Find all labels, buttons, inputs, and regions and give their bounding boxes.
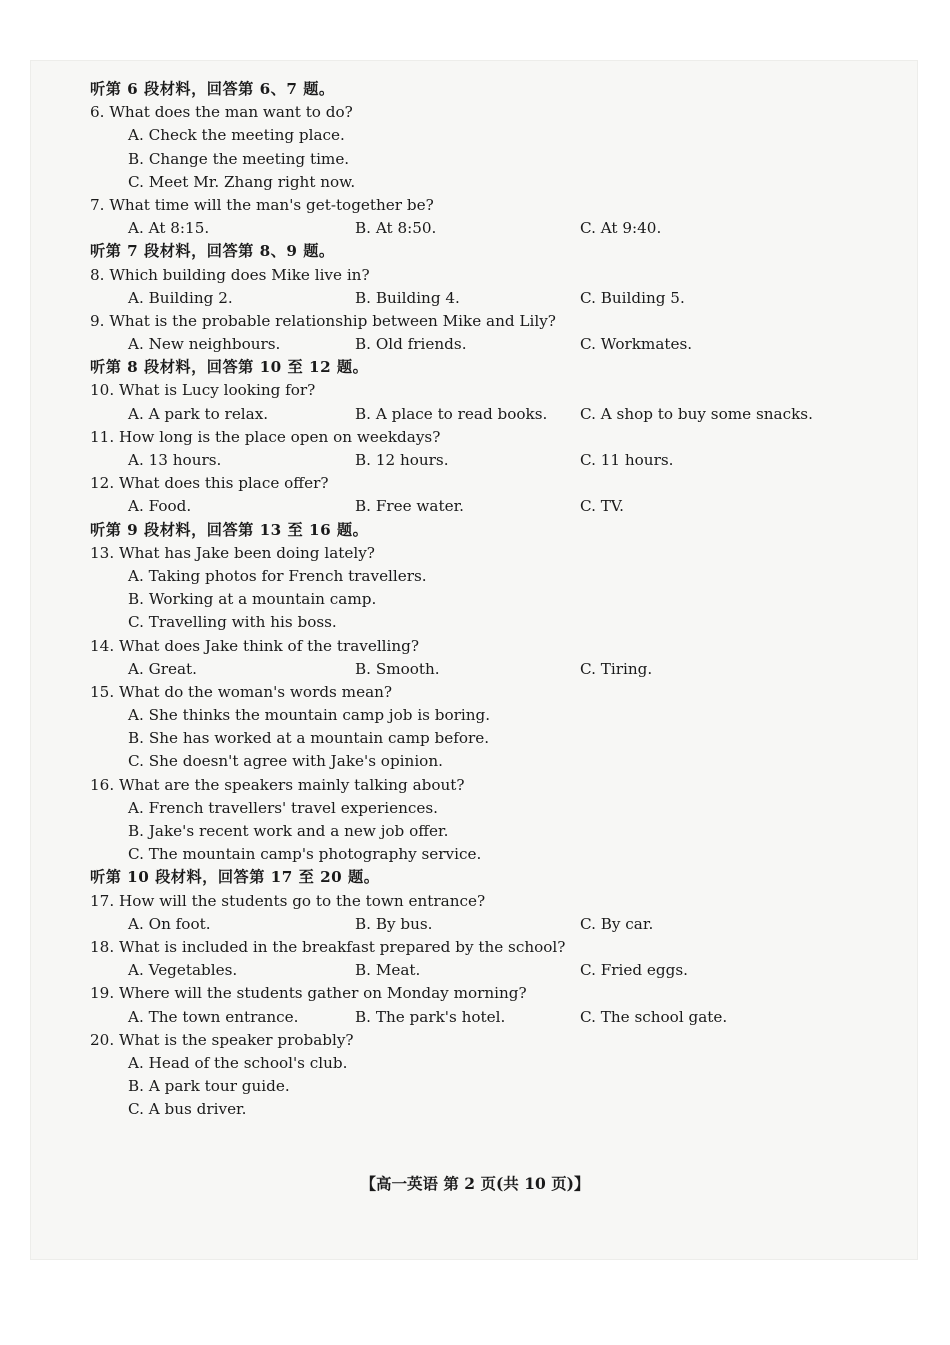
answer-option: A. Great. bbox=[128, 659, 197, 678]
question-stem: 17. How will the students go to the town entrance? bbox=[90, 891, 486, 910]
option-row bbox=[90, 217, 850, 240]
question-stem: 12. What does this place offer? bbox=[90, 474, 329, 493]
section-heading: 听第 7 段材料，回答第 8、9 题。 bbox=[90, 242, 335, 261]
section-heading: 听第 8 段材料，回答第 10 至 12 题。 bbox=[90, 358, 369, 377]
answer-option: B. Smooth. bbox=[355, 659, 440, 678]
answer-option: C. At 9:40. bbox=[580, 219, 662, 238]
question-stem: 9. What is the probable relationship between Mike and Lily? bbox=[90, 311, 556, 330]
question-stem: 15. What do the woman's words mean? bbox=[90, 682, 393, 701]
option-row bbox=[90, 148, 850, 171]
question-stem: 10. What is Lucy looking for? bbox=[90, 381, 316, 400]
answer-option: A. French travellers' travel experiences. bbox=[128, 798, 438, 817]
option-row bbox=[90, 611, 850, 634]
option-row bbox=[90, 959, 850, 982]
answer-option: C. A shop to buy some snacks. bbox=[580, 404, 813, 423]
option-row bbox=[90, 797, 850, 820]
answer-option: A. Head of the school's club. bbox=[128, 1053, 348, 1072]
option-row bbox=[90, 565, 850, 588]
option-row bbox=[90, 588, 850, 611]
answer-option: C. TV. bbox=[580, 497, 625, 516]
question-stem: 11. How long is the place open on weekdays? bbox=[90, 427, 441, 446]
option-row bbox=[90, 171, 850, 194]
answer-option: B. By bus. bbox=[355, 914, 433, 933]
question-stem: 8. Which building does Mike live in? bbox=[90, 265, 370, 284]
question-stem: 20. What is the speaker probably? bbox=[90, 1030, 354, 1049]
page-footer: 【高一英语 第 2 页(共 10 页)】 bbox=[360, 1174, 590, 1193]
option-row bbox=[90, 333, 850, 356]
question-stem: 16. What are the speakers mainly talking about? bbox=[90, 775, 465, 794]
option-row bbox=[90, 1052, 850, 1075]
option-row bbox=[90, 1098, 850, 1121]
answer-option: C. Travelling with his boss. bbox=[128, 613, 337, 632]
option-row bbox=[90, 843, 850, 866]
listening-questions bbox=[90, 78, 850, 1121]
option-row bbox=[90, 658, 850, 681]
answer-option: B. Building 4. bbox=[355, 288, 460, 307]
option-row bbox=[90, 913, 850, 936]
answer-option: C. Meet Mr. Zhang right now. bbox=[128, 172, 356, 191]
option-row bbox=[90, 403, 850, 426]
answer-option: C. Building 5. bbox=[580, 288, 685, 307]
answer-option: A. A park to relax. bbox=[128, 404, 269, 423]
answer-option: C. She doesn't agree with Jake's opinion. bbox=[128, 752, 443, 771]
answer-option: B. Old friends. bbox=[355, 335, 467, 354]
answer-option: B. Working at a mountain camp. bbox=[128, 590, 377, 609]
answer-option: B. Free water. bbox=[355, 497, 464, 516]
answer-option: B. At 8:50. bbox=[355, 219, 437, 238]
section-heading: 听第 6 段材料，回答第 6、7 题。 bbox=[90, 80, 335, 98]
answer-option: A. Vegetables. bbox=[128, 961, 238, 980]
option-row bbox=[90, 704, 850, 727]
answer-option: C. The mountain camp's photography service. bbox=[128, 845, 482, 864]
answer-option: C. Fried eggs. bbox=[580, 961, 688, 980]
option-row bbox=[90, 124, 850, 147]
answer-option: C. 11 hours. bbox=[580, 451, 674, 469]
option-row bbox=[90, 495, 850, 518]
answer-option: B. The park's hotel. bbox=[355, 1007, 506, 1026]
option-row bbox=[90, 287, 850, 310]
answer-option: C. By car. bbox=[580, 914, 654, 933]
question-stem: 14. What does Jake think of the travelling? bbox=[90, 636, 420, 655]
option-row bbox=[90, 449, 850, 472]
question-stem: 7. What time will the man's get-together be? bbox=[90, 195, 434, 214]
option-row bbox=[90, 1075, 850, 1098]
answer-option: A. Check the meeting place. bbox=[128, 126, 345, 145]
answer-option: B. She has worked at a mountain camp before. bbox=[128, 729, 490, 748]
answer-option: A. Food. bbox=[128, 497, 192, 516]
answer-option: A. The town entrance. bbox=[128, 1007, 299, 1026]
answer-option: A. Building 2. bbox=[128, 288, 233, 307]
answer-option: C. The school gate. bbox=[580, 1007, 728, 1026]
answer-option: B. Change the meeting time. bbox=[128, 149, 350, 168]
question-stem: 6. What does the man want to do? bbox=[90, 103, 353, 122]
question-stem: 13. What has Jake been doing lately? bbox=[90, 543, 375, 562]
answer-option: C. Tiring. bbox=[580, 659, 653, 678]
section-heading: 听第 9 段材料，回答第 13 至 16 题。 bbox=[90, 520, 369, 539]
answer-option: A. Taking photos for French travellers. bbox=[128, 566, 427, 585]
answer-option: C. Workmates. bbox=[580, 335, 693, 354]
question-stem: 19. Where will the students gather on Monday morning? bbox=[90, 984, 527, 1003]
section-heading: 听第 10 段材料，回答第 17 至 20 题。 bbox=[90, 868, 380, 887]
answer-option: C. A bus driver. bbox=[128, 1100, 247, 1119]
option-row bbox=[90, 1006, 850, 1029]
answer-option: A. At 8:15. bbox=[128, 219, 210, 238]
answer-option: B. A park tour guide. bbox=[128, 1077, 290, 1096]
option-row bbox=[90, 820, 850, 843]
question-stem: 18. What is included in the breakfast prepared by the school? bbox=[90, 937, 566, 956]
answer-option: B. Meat. bbox=[355, 961, 421, 980]
answer-option: B. Jake's recent work and a new job offer. bbox=[128, 822, 449, 840]
answer-option: B. A place to read books. bbox=[355, 404, 548, 423]
answer-option: A. 13 hours. bbox=[128, 451, 222, 469]
answer-option: A. On foot. bbox=[128, 914, 211, 933]
answer-option: A. New neighbours. bbox=[128, 335, 281, 354]
answer-option: B. 12 hours. bbox=[355, 451, 449, 469]
answer-option: A. She thinks the mountain camp job is boring. bbox=[128, 706, 491, 725]
option-row bbox=[90, 750, 850, 773]
option-row bbox=[90, 727, 850, 750]
